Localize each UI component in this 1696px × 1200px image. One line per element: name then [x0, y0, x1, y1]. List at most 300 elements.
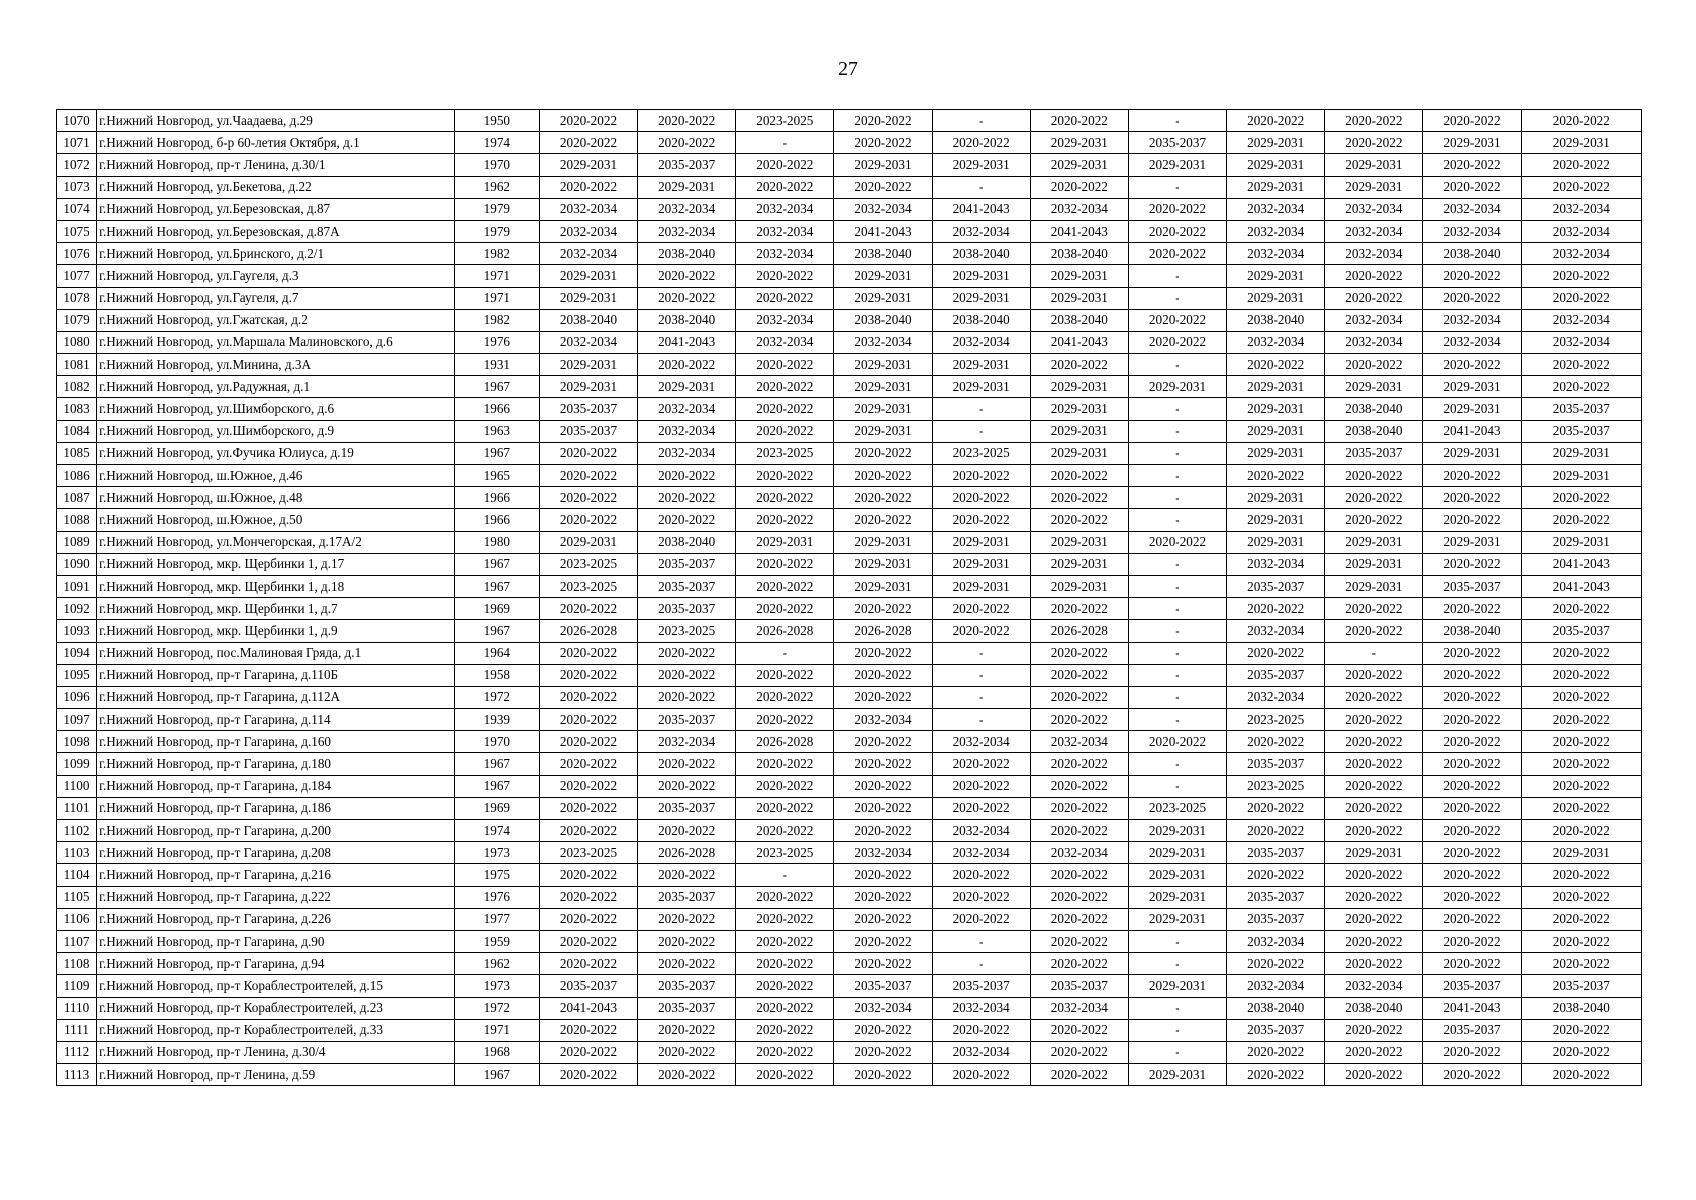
repair-period-cell-11: 2035-2037	[1521, 420, 1641, 442]
address-cell: г.Нижний Новгород, ул.Березовская, д.87А	[97, 220, 455, 242]
repair-period-cell-4: 2032-2034	[834, 997, 932, 1019]
repair-period-cell-7: 2029-2031	[1128, 975, 1226, 997]
build-year-cell: 1975	[454, 864, 539, 886]
repair-period-cell-9: 2029-2031	[1325, 154, 1423, 176]
repair-period-cell-7: 2029-2031	[1128, 154, 1226, 176]
table-row	[57, 132, 1642, 154]
repair-period-cell-2: 2020-2022	[638, 686, 736, 708]
repair-period-cell-9: 2032-2034	[1325, 220, 1423, 242]
repair-period-cell-5: 2029-2031	[932, 531, 1030, 553]
repair-period-cell-2: 2023-2025	[638, 620, 736, 642]
address-cell: г.Нижний Новгород, пр-т Гагарина, д.114	[97, 709, 455, 731]
build-year-cell: 1980	[454, 531, 539, 553]
build-year-cell: 1967	[454, 376, 539, 398]
repair-period-cell-9: 2035-2037	[1325, 442, 1423, 464]
repair-period-cell-7: 2029-2031	[1128, 864, 1226, 886]
repair-period-cell-10: 2020-2022	[1423, 509, 1521, 531]
repair-period-cell-11: 2020-2022	[1521, 930, 1641, 952]
repair-period-cell-5: -	[932, 686, 1030, 708]
table-row	[57, 930, 1642, 952]
repair-period-cell-6: 2029-2031	[1030, 553, 1128, 575]
build-year-cell: 1972	[454, 997, 539, 1019]
repair-period-cell-2: 2029-2031	[638, 376, 736, 398]
repair-period-cell-7: -	[1128, 509, 1226, 531]
repair-period-cell-2: 2032-2034	[638, 731, 736, 753]
repair-period-cell-9: -	[1325, 642, 1423, 664]
repair-period-cell-6: 2029-2031	[1030, 420, 1128, 442]
repair-period-cell-6: 2020-2022	[1030, 686, 1128, 708]
registry-body	[57, 110, 1642, 1086]
repair-period-cell-6: 2020-2022	[1030, 953, 1128, 975]
address-cell: г.Нижний Новгород, пр-т Гагарина, д.226	[97, 908, 455, 930]
repair-period-cell-11: 2020-2022	[1521, 686, 1641, 708]
row-number-cell: 1107	[57, 930, 97, 952]
repair-period-cell-11: 2041-2043	[1521, 575, 1641, 597]
repair-period-cell-8: 2029-2031	[1227, 176, 1325, 198]
repair-period-cell-2: 2032-2034	[638, 220, 736, 242]
repair-period-cell-7: 2020-2022	[1128, 220, 1226, 242]
repair-period-cell-6: 2020-2022	[1030, 886, 1128, 908]
row-number-cell: 1108	[57, 953, 97, 975]
repair-period-cell-1: 2020-2022	[539, 509, 637, 531]
row-number-cell: 1087	[57, 487, 97, 509]
build-year-cell: 1964	[454, 642, 539, 664]
repair-period-cell-6: 2038-2040	[1030, 243, 1128, 265]
repair-period-cell-11: 2032-2034	[1521, 198, 1641, 220]
table-row	[57, 997, 1642, 1019]
repair-period-cell-10: 2020-2022	[1423, 753, 1521, 775]
address-cell: г.Нижний Новгород, ул.Фучика Юлиуса, д.19	[97, 442, 455, 464]
repair-period-cell-3: 2020-2022	[736, 465, 834, 487]
repair-period-cell-1: 2032-2034	[539, 198, 637, 220]
repair-period-cell-9: 2020-2022	[1325, 620, 1423, 642]
repair-period-cell-10: 2020-2022	[1423, 553, 1521, 575]
repair-period-cell-3: 2026-2028	[736, 620, 834, 642]
repair-period-cell-7: 2029-2031	[1128, 1064, 1226, 1086]
repair-period-cell-6: 2020-2022	[1030, 930, 1128, 952]
repair-period-cell-1: 2020-2022	[539, 1019, 637, 1041]
repair-period-cell-4: 2020-2022	[834, 686, 932, 708]
repair-period-cell-8: 2020-2022	[1227, 1041, 1325, 1063]
repair-period-cell-8: 2032-2034	[1227, 243, 1325, 265]
table-row	[57, 220, 1642, 242]
build-year-cell: 1959	[454, 930, 539, 952]
repair-period-cell-6: 2026-2028	[1030, 620, 1128, 642]
repair-period-cell-4: 2029-2031	[834, 531, 932, 553]
repair-period-cell-1: 2020-2022	[539, 598, 637, 620]
repair-period-cell-4: 2029-2031	[834, 420, 932, 442]
repair-period-cell-9: 2032-2034	[1325, 309, 1423, 331]
repair-period-cell-9: 2038-2040	[1325, 997, 1423, 1019]
repair-period-cell-11: 2035-2037	[1521, 398, 1641, 420]
repair-period-cell-3: -	[736, 642, 834, 664]
repair-period-cell-11: 2029-2031	[1521, 465, 1641, 487]
repair-period-cell-8: 2035-2037	[1227, 664, 1325, 686]
build-year-cell: 1979	[454, 198, 539, 220]
repair-period-cell-4: 2020-2022	[834, 642, 932, 664]
repair-period-cell-7: -	[1128, 354, 1226, 376]
repair-period-cell-6: 2032-2034	[1030, 842, 1128, 864]
address-cell: г.Нижний Новгород, ул.Мончегорская, д.17А/2	[97, 531, 455, 553]
repair-period-cell-8: 2023-2025	[1227, 775, 1325, 797]
repair-period-cell-8: 2029-2031	[1227, 442, 1325, 464]
repair-period-cell-3: 2020-2022	[736, 420, 834, 442]
repair-period-cell-2: 2035-2037	[638, 553, 736, 575]
repair-period-cell-6: 2032-2034	[1030, 198, 1128, 220]
table-row	[57, 775, 1642, 797]
repair-period-cell-7: 2020-2022	[1128, 731, 1226, 753]
repair-period-cell-2: 2032-2034	[638, 198, 736, 220]
address-cell: г.Нижний Новгород, ул.Гаугеля, д.7	[97, 287, 455, 309]
repair-period-cell-9: 2020-2022	[1325, 287, 1423, 309]
table-row	[57, 864, 1642, 886]
repair-period-cell-8: 2023-2025	[1227, 709, 1325, 731]
row-number-cell: 1094	[57, 642, 97, 664]
repair-period-cell-1: 2020-2022	[539, 886, 637, 908]
address-cell: г.Нижний Новгород, мкр. Щербинки 1, д.7	[97, 598, 455, 620]
table-row	[57, 709, 1642, 731]
table-row	[57, 176, 1642, 198]
row-number-cell: 1102	[57, 820, 97, 842]
repair-period-cell-8: 2020-2022	[1227, 797, 1325, 819]
build-year-cell: 1970	[454, 731, 539, 753]
repair-period-cell-2: 2020-2022	[638, 465, 736, 487]
row-number-cell: 1103	[57, 842, 97, 864]
repair-period-cell-5: 2020-2022	[932, 598, 1030, 620]
repair-period-cell-10: 2020-2022	[1423, 487, 1521, 509]
repair-period-cell-9: 2029-2031	[1325, 376, 1423, 398]
repair-period-cell-3: 2020-2022	[736, 686, 834, 708]
repair-period-cell-4: 2020-2022	[834, 132, 932, 154]
repair-period-cell-4: 2020-2022	[834, 886, 932, 908]
repair-period-cell-6: 2020-2022	[1030, 797, 1128, 819]
address-cell: г.Нижний Новгород, ул.Бринского, д.2/1	[97, 243, 455, 265]
address-cell: г.Нижний Новгород, пр-т Ленина, д.59	[97, 1064, 455, 1086]
address-cell: г.Нижний Новгород, ул.Минина, д.3А	[97, 354, 455, 376]
repair-period-cell-4: 2032-2034	[834, 842, 932, 864]
build-year-cell: 1971	[454, 1019, 539, 1041]
repair-period-cell-9: 2032-2034	[1325, 331, 1423, 353]
row-number-cell: 1100	[57, 775, 97, 797]
repair-period-cell-7: 2029-2031	[1128, 820, 1226, 842]
repair-period-cell-4: 2020-2022	[834, 930, 932, 952]
repair-period-cell-4: 2020-2022	[834, 864, 932, 886]
repair-period-cell-7: -	[1128, 598, 1226, 620]
repair-period-cell-7: -	[1128, 930, 1226, 952]
row-number-cell: 1095	[57, 664, 97, 686]
repair-period-cell-11: 2020-2022	[1521, 797, 1641, 819]
repair-period-cell-10: 2020-2022	[1423, 930, 1521, 952]
repair-period-cell-4: 2032-2034	[834, 709, 932, 731]
repair-period-cell-2: 2020-2022	[638, 930, 736, 952]
repair-period-cell-4: 2020-2022	[834, 465, 932, 487]
repair-period-cell-3: 2020-2022	[736, 176, 834, 198]
repair-period-cell-10: 2020-2022	[1423, 1041, 1521, 1063]
repair-period-cell-3: 2020-2022	[736, 930, 834, 952]
repair-period-cell-8: 2035-2037	[1227, 753, 1325, 775]
repair-period-cell-5: 2029-2031	[932, 575, 1030, 597]
repair-period-cell-9: 2020-2022	[1325, 709, 1423, 731]
repair-period-cell-6: 2020-2022	[1030, 664, 1128, 686]
repair-period-cell-1: 2020-2022	[539, 930, 637, 952]
repair-period-cell-3: 2032-2034	[736, 198, 834, 220]
repair-period-cell-9: 2020-2022	[1325, 686, 1423, 708]
repair-period-cell-5: 2020-2022	[932, 797, 1030, 819]
repair-period-cell-9: 2020-2022	[1325, 820, 1423, 842]
repair-period-cell-9: 2029-2031	[1325, 531, 1423, 553]
table-row	[57, 620, 1642, 642]
repair-period-cell-5: -	[932, 930, 1030, 952]
repair-period-cell-8: 2035-2037	[1227, 1019, 1325, 1041]
repair-period-cell-6: 2020-2022	[1030, 1019, 1128, 1041]
repair-period-cell-9: 2020-2022	[1325, 930, 1423, 952]
table-row	[57, 354, 1642, 376]
repair-period-cell-3: 2020-2022	[736, 1064, 834, 1086]
repair-period-cell-11: 2020-2022	[1521, 864, 1641, 886]
repair-period-cell-2: 2020-2022	[638, 642, 736, 664]
repair-period-cell-9: 2020-2022	[1325, 487, 1423, 509]
repair-period-cell-9: 2020-2022	[1325, 908, 1423, 930]
repair-period-cell-11: 2020-2022	[1521, 154, 1641, 176]
repair-period-cell-2: 2038-2040	[638, 531, 736, 553]
repair-period-cell-11: 2029-2031	[1521, 842, 1641, 864]
repair-period-cell-2: 2020-2022	[638, 1041, 736, 1063]
table-row	[57, 975, 1642, 997]
repair-period-cell-9: 2020-2022	[1325, 664, 1423, 686]
repair-period-cell-4: 2020-2022	[834, 1064, 932, 1086]
repair-period-cell-5: -	[932, 953, 1030, 975]
build-year-cell: 1967	[454, 1064, 539, 1086]
repair-period-cell-6: 2041-2043	[1030, 220, 1128, 242]
repair-period-cell-7: -	[1128, 265, 1226, 287]
repair-period-cell-10: 2020-2022	[1423, 465, 1521, 487]
repair-period-cell-3: 2020-2022	[736, 265, 834, 287]
repair-period-cell-5: 2020-2022	[932, 509, 1030, 531]
build-year-cell: 1970	[454, 154, 539, 176]
build-year-cell: 1976	[454, 886, 539, 908]
repair-period-cell-9: 2020-2022	[1325, 731, 1423, 753]
table-row	[57, 420, 1642, 442]
build-year-cell: 1974	[454, 132, 539, 154]
build-year-cell: 1967	[454, 753, 539, 775]
repair-period-cell-1: 2020-2022	[539, 775, 637, 797]
repair-period-cell-4: 2020-2022	[834, 731, 932, 753]
row-number-cell: 1084	[57, 420, 97, 442]
row-number-cell: 1073	[57, 176, 97, 198]
repair-period-cell-3: 2020-2022	[736, 775, 834, 797]
repair-period-cell-1: 2029-2031	[539, 265, 637, 287]
repair-period-cell-3: 2020-2022	[736, 154, 834, 176]
table-row	[57, 287, 1642, 309]
address-cell: г.Нижний Новгород, ул.Маршала Малиновского, д.6	[97, 331, 455, 353]
repair-period-cell-8: 2029-2031	[1227, 287, 1325, 309]
table-row	[57, 487, 1642, 509]
repair-period-cell-3: 2020-2022	[736, 664, 834, 686]
build-year-cell: 1967	[454, 620, 539, 642]
address-cell: г.Нижний Новгород, пос.Малиновая Гряда, д.1	[97, 642, 455, 664]
repair-period-cell-8: 2038-2040	[1227, 997, 1325, 1019]
repair-period-cell-11: 2020-2022	[1521, 287, 1641, 309]
address-cell: г.Нижний Новгород, пр-т Гагарина, д.200	[97, 820, 455, 842]
repair-period-cell-7: -	[1128, 420, 1226, 442]
row-number-cell: 1075	[57, 220, 97, 242]
repair-period-cell-1: 2020-2022	[539, 664, 637, 686]
repair-period-cell-10: 2038-2040	[1423, 620, 1521, 642]
repair-period-cell-4: 2020-2022	[834, 1041, 932, 1063]
repair-period-cell-7: 2029-2031	[1128, 886, 1226, 908]
repair-period-cell-6: 2020-2022	[1030, 864, 1128, 886]
repair-period-cell-6: 2041-2043	[1030, 331, 1128, 353]
repair-period-cell-1: 2020-2022	[539, 642, 637, 664]
address-cell: г.Нижний Новгород, мкр. Щербинки 1, д.9	[97, 620, 455, 642]
repair-period-cell-4: 2032-2034	[834, 331, 932, 353]
repair-period-cell-4: 2020-2022	[834, 509, 932, 531]
repair-period-cell-9: 2020-2022	[1325, 1019, 1423, 1041]
row-number-cell: 1081	[57, 354, 97, 376]
repair-period-cell-11: 2035-2037	[1521, 620, 1641, 642]
table-row	[57, 1064, 1642, 1086]
address-cell: г.Нижний Новгород, ул.Березовская, д.87	[97, 198, 455, 220]
table-row	[57, 686, 1642, 708]
repair-period-cell-9: 2020-2022	[1325, 864, 1423, 886]
repair-period-cell-5: 2020-2022	[932, 465, 1030, 487]
repair-period-cell-4: 2020-2022	[834, 487, 932, 509]
repair-period-cell-11: 2020-2022	[1521, 509, 1641, 531]
repair-period-cell-4: 2029-2031	[834, 154, 932, 176]
repair-period-cell-1: 2020-2022	[539, 864, 637, 886]
build-year-cell: 1974	[454, 820, 539, 842]
repair-period-cell-5: -	[932, 709, 1030, 731]
table-row	[57, 265, 1642, 287]
repair-period-cell-8: 2032-2034	[1227, 930, 1325, 952]
address-cell: г.Нижний Новгород, пр-т Гагарина, д.222	[97, 886, 455, 908]
repair-period-cell-8: 2032-2034	[1227, 686, 1325, 708]
repair-period-cell-1: 2020-2022	[539, 110, 637, 132]
repair-period-cell-7: -	[1128, 775, 1226, 797]
repair-period-cell-2: 2020-2022	[638, 354, 736, 376]
repair-period-cell-2: 2020-2022	[638, 1019, 736, 1041]
row-number-cell: 1113	[57, 1064, 97, 1086]
repair-period-cell-10: 2029-2031	[1423, 376, 1521, 398]
repair-period-cell-8: 2020-2022	[1227, 642, 1325, 664]
repair-period-cell-9: 2029-2031	[1325, 176, 1423, 198]
repair-period-cell-5: 2038-2040	[932, 243, 1030, 265]
repair-period-cell-9: 2020-2022	[1325, 509, 1423, 531]
repair-period-cell-2: 2026-2028	[638, 842, 736, 864]
repair-period-cell-8: 2020-2022	[1227, 820, 1325, 842]
repair-period-cell-10: 2020-2022	[1423, 908, 1521, 930]
repair-period-cell-8: 2029-2031	[1227, 531, 1325, 553]
table-row	[57, 797, 1642, 819]
repair-period-cell-10: 2029-2031	[1423, 132, 1521, 154]
address-cell: г.Нижний Новгород, пр-т Кораблестроителей, д.33	[97, 1019, 455, 1041]
build-year-cell: 1972	[454, 686, 539, 708]
repair-period-cell-5: 2020-2022	[932, 908, 1030, 930]
table-row	[57, 198, 1642, 220]
repair-period-cell-11: 2020-2022	[1521, 1064, 1641, 1086]
repair-period-cell-6: 2020-2022	[1030, 642, 1128, 664]
row-number-cell: 1091	[57, 575, 97, 597]
repair-period-cell-6: 2020-2022	[1030, 176, 1128, 198]
repair-period-cell-1: 2020-2022	[539, 686, 637, 708]
repair-period-cell-8: 2029-2031	[1227, 132, 1325, 154]
repair-period-cell-10: 2029-2031	[1423, 442, 1521, 464]
repair-period-cell-6: 2020-2022	[1030, 354, 1128, 376]
repair-period-cell-6: 2032-2034	[1030, 731, 1128, 753]
repair-period-cell-11: 2020-2022	[1521, 775, 1641, 797]
address-cell: г.Нижний Новгород, мкр. Щербинки 1, д.18	[97, 575, 455, 597]
build-year-cell: 1968	[454, 1041, 539, 1063]
repair-period-cell-10: 2020-2022	[1423, 775, 1521, 797]
build-year-cell: 1962	[454, 176, 539, 198]
repair-period-cell-5: 2041-2043	[932, 198, 1030, 220]
repair-period-cell-5: -	[932, 642, 1030, 664]
repair-period-cell-10: 2041-2043	[1423, 420, 1521, 442]
build-year-cell: 1950	[454, 110, 539, 132]
table-row	[57, 664, 1642, 686]
repair-period-cell-2: 2032-2034	[638, 398, 736, 420]
repair-period-cell-8: 2032-2034	[1227, 975, 1325, 997]
repair-period-cell-4: 2020-2022	[834, 598, 932, 620]
address-cell: г.Нижний Новгород, пр-т Гагарина, д.110Б	[97, 664, 455, 686]
repair-period-cell-8: 2035-2037	[1227, 575, 1325, 597]
repair-period-cell-2: 2020-2022	[638, 487, 736, 509]
address-cell: г.Нижний Новгород, ул.Гжатская, д.2	[97, 309, 455, 331]
repair-period-cell-7: -	[1128, 753, 1226, 775]
repair-period-cell-9: 2020-2022	[1325, 797, 1423, 819]
repair-period-cell-11: 2020-2022	[1521, 731, 1641, 753]
repair-period-cell-7: -	[1128, 642, 1226, 664]
table-row	[57, 110, 1642, 132]
repair-period-cell-10: 2032-2034	[1423, 220, 1521, 242]
repair-period-cell-10: 2020-2022	[1423, 110, 1521, 132]
repair-period-cell-6: 2038-2040	[1030, 309, 1128, 331]
repair-period-cell-1: 2023-2025	[539, 553, 637, 575]
build-year-cell: 1962	[454, 953, 539, 975]
repair-period-cell-5: -	[932, 110, 1030, 132]
repair-period-cell-3: 2020-2022	[736, 598, 834, 620]
repair-period-cell-11: 2020-2022	[1521, 886, 1641, 908]
address-cell: г.Нижний Новгород, мкр. Щербинки 1, д.17	[97, 553, 455, 575]
row-number-cell: 1097	[57, 709, 97, 731]
repair-period-cell-1: 2020-2022	[539, 731, 637, 753]
table-row	[57, 731, 1642, 753]
repair-period-cell-8: 2035-2037	[1227, 842, 1325, 864]
repair-period-cell-5: -	[932, 176, 1030, 198]
repair-period-cell-11: 2020-2022	[1521, 820, 1641, 842]
repair-period-cell-7: -	[1128, 664, 1226, 686]
row-number-cell: 1078	[57, 287, 97, 309]
repair-period-cell-5: 2020-2022	[932, 775, 1030, 797]
repair-period-cell-11: 2020-2022	[1521, 753, 1641, 775]
repair-period-cell-7: 2020-2022	[1128, 331, 1226, 353]
repair-period-cell-7: -	[1128, 465, 1226, 487]
repair-period-cell-2: 2020-2022	[638, 1064, 736, 1086]
row-number-cell: 1071	[57, 132, 97, 154]
repair-period-cell-6: 2029-2031	[1030, 287, 1128, 309]
repair-period-cell-10: 2020-2022	[1423, 176, 1521, 198]
build-year-cell: 1966	[454, 487, 539, 509]
repair-period-cell-2: 2020-2022	[638, 110, 736, 132]
repair-period-cell-6: 2020-2022	[1030, 753, 1128, 775]
repair-period-cell-9: 2020-2022	[1325, 110, 1423, 132]
repair-period-cell-6: 2020-2022	[1030, 908, 1128, 930]
repair-period-cell-3: 2020-2022	[736, 553, 834, 575]
page-number: 27	[838, 58, 858, 80]
repair-period-cell-10: 2020-2022	[1423, 354, 1521, 376]
repair-period-cell-3: 2020-2022	[736, 953, 834, 975]
repair-period-cell-7: -	[1128, 686, 1226, 708]
